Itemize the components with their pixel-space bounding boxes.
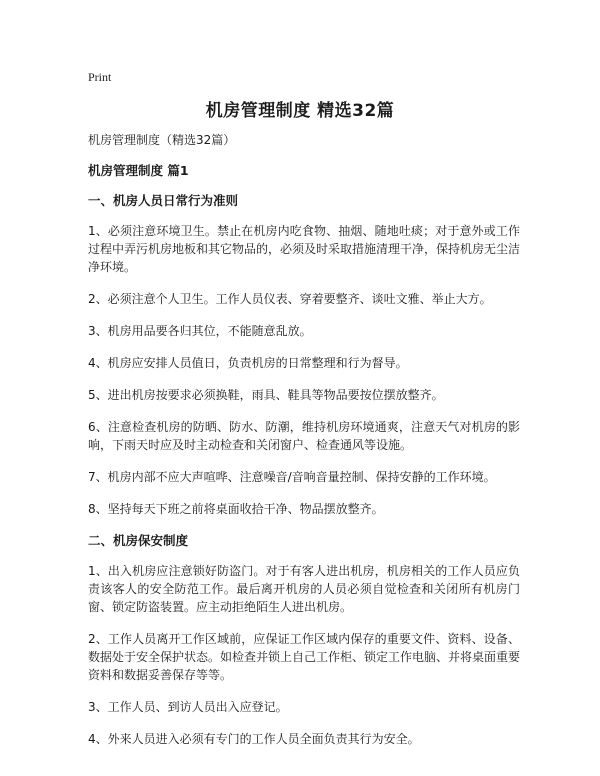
- paragraph: 6、注意检查机房的防晒、防水、防潮，维持机房环境通爽，注意天气对机房的影响，下雨天时应及时主动检查和关闭窗户、检查通风等设施。: [88, 420, 520, 452]
- paragraph: 2、必须注意个人卫生。工作人员仪表、穿着要整齐、谈吐文雅、举止大方。: [88, 292, 492, 306]
- paragraph: 1、出入机房应注意锁好防盗门。对于有客人进出机房，机房相关的工作人员应负责该客人的安全防范工作。最后离开机房的人员必须自觉检查和关闭所有机房门窗、锁定防盗装置。应主动拒绝陌生人进出机房。: [88, 564, 520, 614]
- paragraph: 2、工作人员离开工作区域前，应保证工作区域内保存的重要文件、资料、设备、数据处于安全保护状态。如检查并锁上自己工作柜、锁定工作电脑、并将桌面重要资料和数据妥善保存等等。: [88, 632, 521, 682]
- section-heading-security: 二、机房保安制度: [88, 533, 189, 548]
- document-subtitle: 机房管理制度（精选32篇）: [88, 133, 236, 147]
- paragraph: 3、机房用品要各归其位，不能随意乱放。: [88, 324, 312, 338]
- paragraph: 4、机房应安排人员值日，负责机房的日常整理和行为督导。: [88, 356, 408, 370]
- paragraph: 4、外来人员进入必须有专门的工作人员全面负责其行为安全。: [88, 732, 420, 746]
- document-title: 机房管理制度 精选32篇: [205, 101, 395, 121]
- paragraph: 3、工作人员、到访人员出入应登记。: [88, 700, 288, 714]
- section-heading-daily-conduct: 一、机房人员日常行为准则: [88, 193, 239, 208]
- print-link[interactable]: Print: [88, 70, 112, 84]
- paragraph: 5、进出机房按要求必须换鞋，雨具、鞋具等物品要按位摆放整齐。: [88, 388, 444, 402]
- article-heading: 机房管理制度 篇1: [88, 163, 189, 178]
- document-body: [88, 131, 520, 762]
- paragraph: 7、机房内部不应大声喧哗、注意噪音/音响音量控制、保持安静的工作环境。: [88, 470, 496, 484]
- paragraph: 8、坚持每天下班之前将桌面收拾干净、物品摆放整齐。: [88, 502, 384, 516]
- paragraph: 1、必须注意环境卫生。禁止在机房内吃食物、抽烟、随地吐痰；对于意外或工作过程中弄污机房地板和其它物品的，必须及时采取措施清理干净，保持机房无尘洁净环境。: [88, 224, 521, 274]
